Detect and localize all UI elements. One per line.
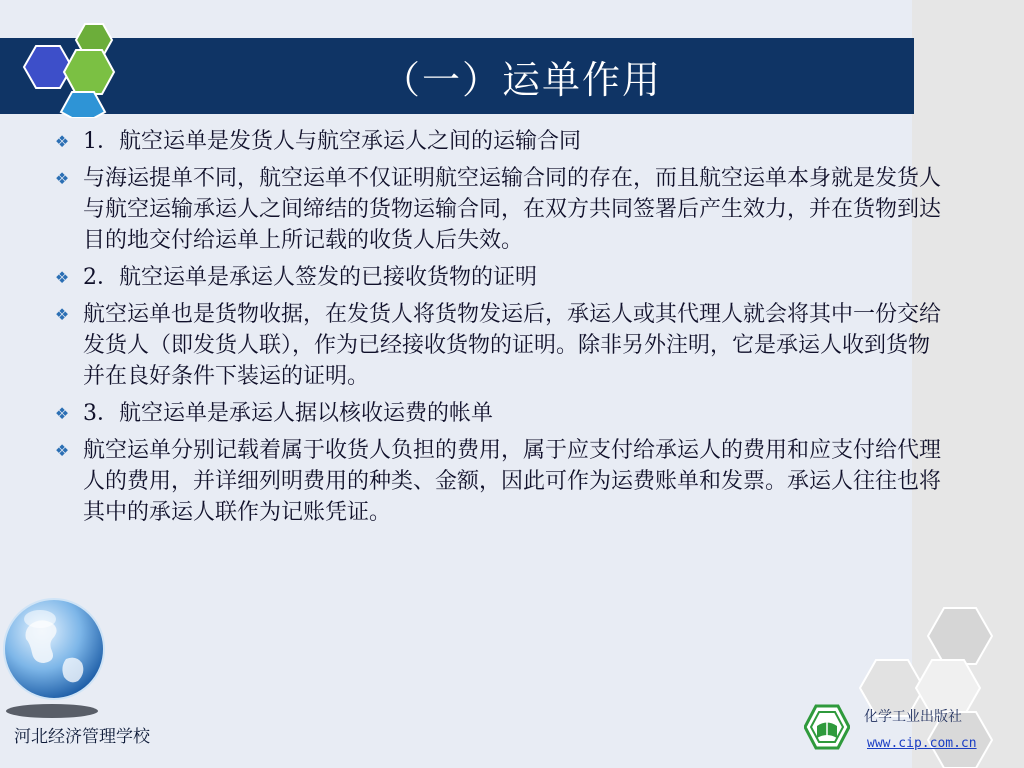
diamond-bullet-icon: ❖ [54, 404, 70, 423]
list-item [50, 398, 950, 429]
publisher-name: 化学工业出版社 [864, 709, 962, 725]
bullet-text: 航空运单分别记载着属于收货人负担的费用，属于应支付给承运人的费用和应支付给代理人的费用，并详细列明费用的种类、金额，因此可作为运费账单和发票。承运人往往也将其中的承运人联作为记账凭证。 [83, 438, 942, 525]
bullet-text: 与海运提单不同，航空运单不仅证明航空运输合同的存在，而且航空运单本身就是发货人与航空运输承运人之间缔结的货物运输合同，在双方共同签署后产生效力，并在货物到达目的地交付给运单上所记载的收货人后失效。 [83, 166, 942, 253]
diamond-bullet-icon: ❖ [54, 268, 70, 287]
bullet-text: 1．航空运单是发货人与航空承运人之间的运输合同 [83, 129, 581, 154]
globe-icon [0, 585, 108, 725]
hexagon-logo-icon [10, 22, 116, 118]
slide-title: （一）运单作用 [381, 57, 662, 102]
title-bar [0, 38, 914, 114]
diamond-bullet-icon: ❖ [54, 169, 70, 188]
diamond-bullet-icon: ❖ [54, 441, 70, 460]
publisher-url-link[interactable]: www.cip.com.cn [867, 736, 977, 751]
bullet-text: 2．航空运单是承运人签发的已接收货物的证明 [83, 265, 537, 290]
list-item [50, 435, 950, 528]
bullet-text: 航空运单也是货物收据，在发货人将货物发运后，承运人或其代理人就会将其中一份交给发货人（即发货人联），作为已经接收货物的证明。除非另外注明，它是承运人收到货物并在良好条件下装运的证明。 [83, 302, 942, 389]
school-name: 河北经济管理学校 [14, 727, 150, 747]
list-item [50, 299, 950, 392]
bullet-text: 3．航空运单是承运人据以核收运费的帐单 [83, 401, 493, 426]
list-item [50, 163, 950, 256]
diamond-bullet-icon: ❖ [54, 305, 70, 324]
list-item [50, 262, 950, 293]
list-item [50, 126, 950, 157]
bullet-list [50, 126, 950, 534]
diamond-bullet-icon: ❖ [54, 132, 70, 151]
publisher-logo-icon [804, 704, 850, 750]
